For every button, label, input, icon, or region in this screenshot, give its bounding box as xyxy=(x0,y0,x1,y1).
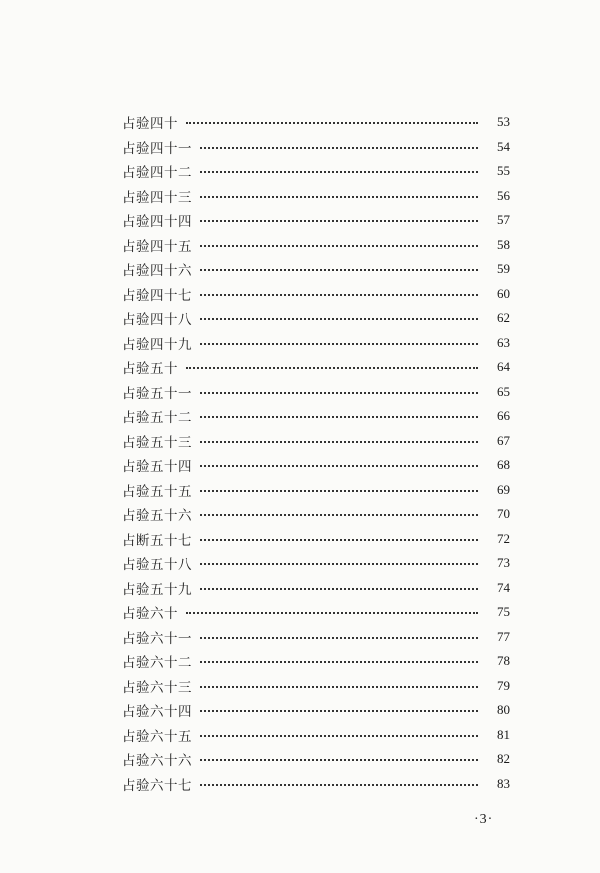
toc-entry-title: 占验六十二 xyxy=(122,655,192,672)
dot-leader xyxy=(200,147,478,149)
toc-entry-title: 占验六十一 xyxy=(122,630,192,647)
toc-entry-title: 占验四十九 xyxy=(122,336,192,353)
toc-entry[interactable] xyxy=(122,110,510,135)
dot-leader xyxy=(200,269,478,271)
toc-entry-title: 占验六十五 xyxy=(122,728,192,745)
toc-entry[interactable] xyxy=(122,625,510,650)
dot-leader xyxy=(200,318,478,320)
toc-entry[interactable] xyxy=(122,331,510,356)
toc-entry-page: 67 xyxy=(497,432,510,448)
toc-list xyxy=(122,110,510,796)
toc-entry-page: 69 xyxy=(497,481,510,497)
toc-entry[interactable] xyxy=(122,159,510,184)
toc-entry-title: 占验四十三 xyxy=(122,189,192,206)
toc-entry[interactable] xyxy=(122,453,510,478)
toc-entry-title: 占验四十四 xyxy=(122,214,192,231)
toc-entry-page: 59 xyxy=(497,261,510,277)
page-number: ·3· xyxy=(474,812,494,827)
toc-entry[interactable] xyxy=(122,502,510,527)
dot-leader xyxy=(186,367,478,369)
toc-entry[interactable] xyxy=(122,674,510,699)
toc-entry-title: 占验四十一 xyxy=(122,140,192,157)
toc-entry[interactable] xyxy=(122,184,510,209)
toc-entry-page: 66 xyxy=(497,408,510,424)
toc-entry-page: 70 xyxy=(497,506,510,522)
dot-leader xyxy=(200,441,478,443)
toc-entry[interactable] xyxy=(122,429,510,454)
dot-leader xyxy=(200,196,478,198)
dot-leader xyxy=(200,661,478,663)
toc-entry-page: 74 xyxy=(497,579,510,595)
toc-entry-page: 79 xyxy=(497,677,510,693)
toc-entry[interactable] xyxy=(122,478,510,503)
toc-entry[interactable] xyxy=(122,404,510,429)
toc-entry[interactable] xyxy=(122,282,510,307)
toc-entry-title: 占验五十五 xyxy=(122,483,192,500)
toc-entry[interactable] xyxy=(122,600,510,625)
toc-entry[interactable] xyxy=(122,380,510,405)
table-of-contents xyxy=(122,110,510,796)
toc-entry-title: 占验五十一 xyxy=(122,385,192,402)
toc-entry-title: 占验五十八 xyxy=(122,557,192,574)
dot-leader xyxy=(186,122,478,124)
toc-entry[interactable] xyxy=(122,233,510,258)
toc-entry-page: 63 xyxy=(497,334,510,350)
toc-entry-title: 占验五十二 xyxy=(122,410,192,427)
toc-entry-title: 占验六十三 xyxy=(122,679,192,696)
toc-entry-page: 65 xyxy=(497,383,510,399)
toc-entry-page: 56 xyxy=(497,187,510,203)
toc-entry[interactable] xyxy=(122,698,510,723)
toc-entry-title: 占验四十五 xyxy=(122,238,192,255)
dot-leader xyxy=(200,294,478,296)
dot-leader xyxy=(200,735,478,737)
toc-entry-page: 78 xyxy=(497,653,510,669)
toc-entry[interactable] xyxy=(122,649,510,674)
toc-entry-title: 占验五十三 xyxy=(122,434,192,451)
toc-entry[interactable] xyxy=(122,355,510,380)
dot-leader xyxy=(200,539,478,541)
dot-leader xyxy=(200,637,478,639)
toc-entry[interactable] xyxy=(122,747,510,772)
toc-entry-page: 55 xyxy=(497,163,510,179)
dot-leader xyxy=(200,171,478,173)
toc-entry[interactable] xyxy=(122,306,510,331)
dot-leader xyxy=(200,514,478,516)
toc-entry[interactable] xyxy=(122,257,510,282)
toc-entry-title: 占验四十 xyxy=(122,116,178,133)
toc-entry-title: 占验四十六 xyxy=(122,263,192,280)
toc-entry-title: 占验五十四 xyxy=(122,459,192,476)
dot-leader xyxy=(200,245,478,247)
dot-leader xyxy=(200,343,478,345)
toc-entry-page: 72 xyxy=(497,530,510,546)
toc-entry-title: 占验六十四 xyxy=(122,704,192,721)
dot-leader xyxy=(200,392,478,394)
toc-entry-title: 占验五十六 xyxy=(122,508,192,525)
dot-leader xyxy=(200,416,478,418)
toc-entry-page: 83 xyxy=(497,775,510,791)
toc-entry[interactable] xyxy=(122,772,510,797)
toc-entry-page: 80 xyxy=(497,702,510,718)
toc-entry-title: 占验六十六 xyxy=(122,753,192,770)
dot-leader xyxy=(200,710,478,712)
toc-entry-page: 64 xyxy=(497,359,510,375)
toc-entry-page: 82 xyxy=(497,751,510,767)
toc-entry-title: 占断五十七 xyxy=(122,532,192,549)
toc-entry[interactable] xyxy=(122,576,510,601)
toc-entry-title: 占验四十二 xyxy=(122,165,192,182)
toc-entry-page: 60 xyxy=(497,285,510,301)
toc-entry-page: 68 xyxy=(497,457,510,473)
toc-entry-title: 占验四十七 xyxy=(122,287,192,304)
dot-leader xyxy=(200,563,478,565)
toc-entry[interactable] xyxy=(122,551,510,576)
toc-entry-title: 占验五十 xyxy=(122,361,178,378)
toc-entry-title: 占验四十八 xyxy=(122,312,192,329)
toc-entry[interactable] xyxy=(122,527,510,552)
toc-entry[interactable] xyxy=(122,723,510,748)
toc-entry[interactable] xyxy=(122,135,510,160)
toc-entry-page: 75 xyxy=(497,604,510,620)
dot-leader xyxy=(200,759,478,761)
dot-leader xyxy=(200,465,478,467)
toc-entry-title: 占验六十 xyxy=(122,606,178,623)
toc-entry-page: 53 xyxy=(497,114,510,130)
dot-leader xyxy=(200,784,478,786)
toc-entry-page: 62 xyxy=(497,310,510,326)
toc-entry-title: 占验六十七 xyxy=(122,777,192,794)
toc-entry[interactable] xyxy=(122,208,510,233)
dot-leader xyxy=(200,490,478,492)
dot-leader xyxy=(200,686,478,688)
toc-entry-page: 81 xyxy=(497,726,510,742)
toc-entry-page: 77 xyxy=(497,628,510,644)
toc-entry-page: 73 xyxy=(497,555,510,571)
toc-entry-page: 54 xyxy=(497,138,510,154)
toc-entry-title: 占验五十九 xyxy=(122,581,192,598)
dot-leader xyxy=(200,220,478,222)
dot-leader xyxy=(186,612,478,614)
toc-entry-page: 57 xyxy=(497,212,510,228)
toc-entry-page: 58 xyxy=(497,236,510,252)
dot-leader xyxy=(200,588,478,590)
